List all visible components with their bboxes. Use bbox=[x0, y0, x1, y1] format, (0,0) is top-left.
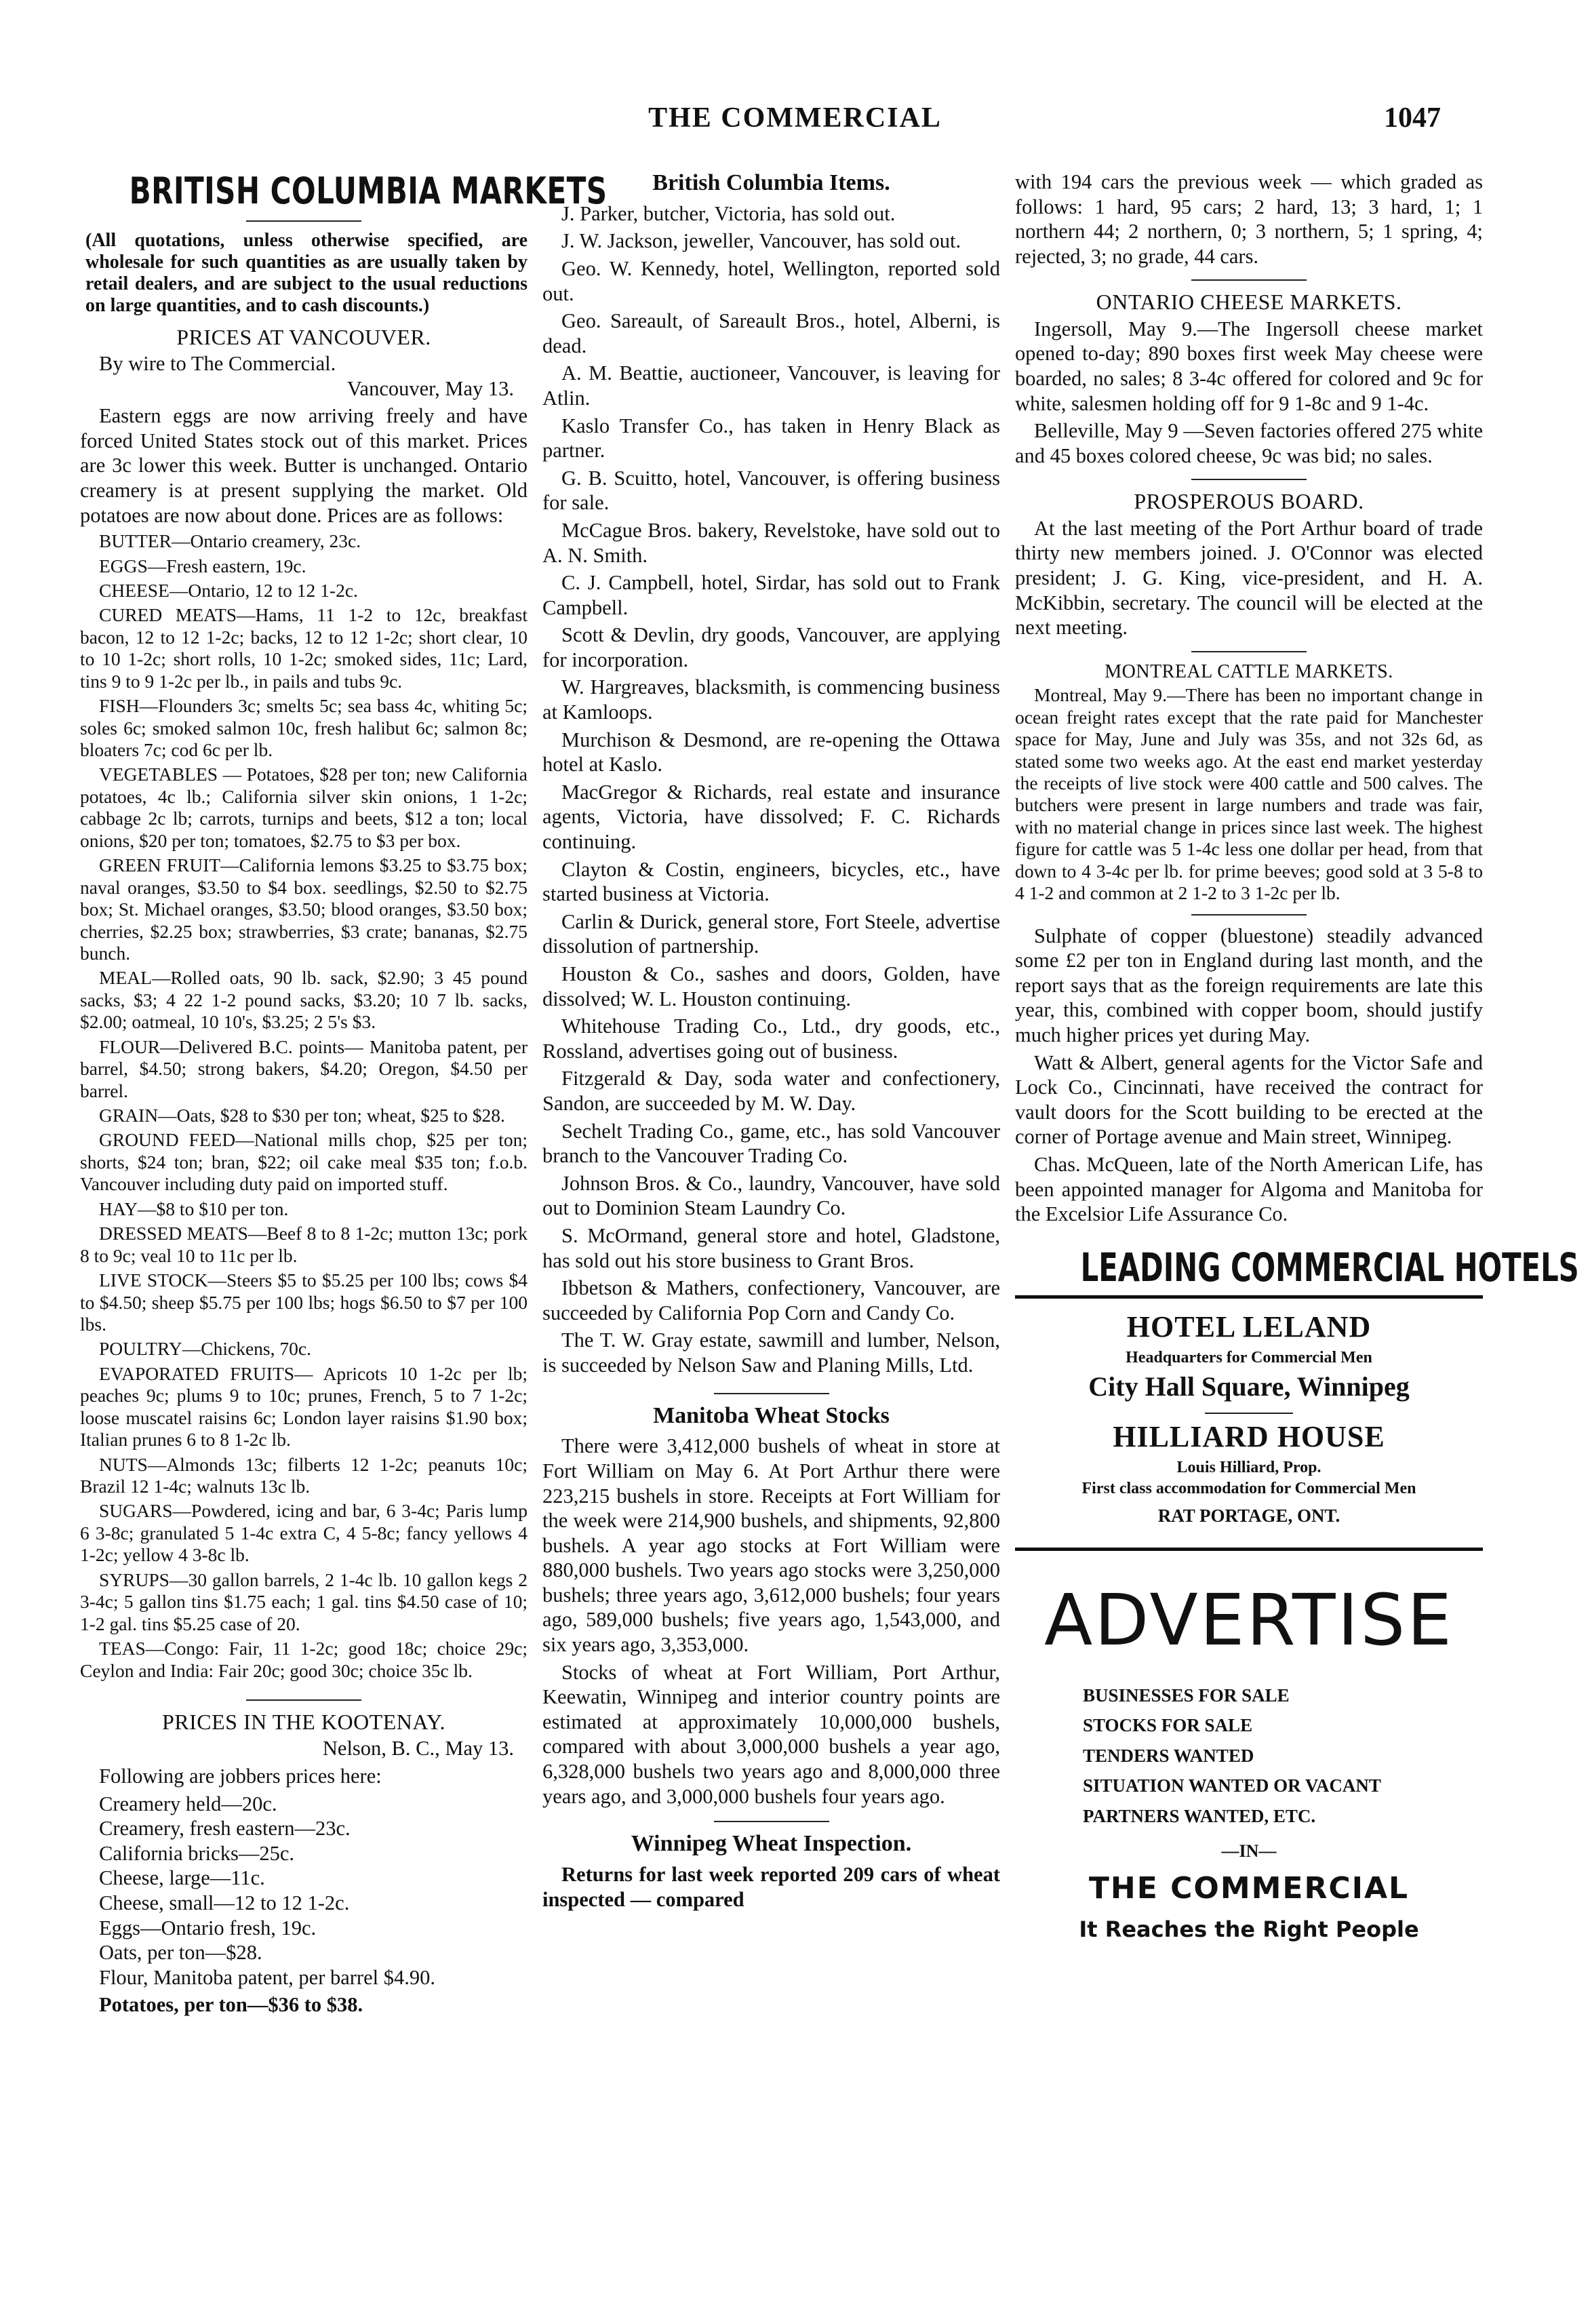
divider bbox=[246, 220, 361, 222]
kootenay-price-item: Oats, per ton—$28. bbox=[99, 1941, 262, 1965]
news-item: S. McOrmand, general store and hotel, Gladstone, has sold out his store business to Grant Bros. bbox=[542, 1223, 1000, 1272]
price-item: SUGARS—Powdered, icing and bar, 6 3-4c; Paris lump 6 3-8c; granulated 5 1-4c extra C, 4 5-8c; fancy yellows 4 1-2c; yellow 4 3-8c lb. bbox=[80, 1500, 528, 1566]
vancouver-price-list bbox=[80, 530, 528, 1682]
cattle-markets-heading: MONTREAL CATTLE MARKETS. bbox=[1105, 661, 1393, 682]
column-1 bbox=[80, 170, 608, 2020]
divider bbox=[1191, 651, 1307, 652]
news-item: C. J. Campbell, hotel, Sirdar, has sold out to Frank Campbell. bbox=[542, 571, 1000, 619]
news-item: Houston & Co., sashes and doors, Golden, have dissolved; W. L. Houston continuing. bbox=[542, 962, 1000, 1010]
kootenay-price-item: Cheese, large—11c. bbox=[99, 1866, 265, 1890]
news-item: Geo. W. Kennedy, hotel, Wellington, reported sold out. bbox=[542, 256, 1000, 305]
divider bbox=[1205, 1413, 1293, 1414]
wheat-inspection-paragraph: Returns for last week reported 209 cars of wheat inspected — compared bbox=[542, 1863, 1000, 1911]
wheat-inspection-heading: Winnipeg Wheat Inspection. bbox=[631, 1831, 912, 1857]
price-item: NUTS—Almonds 13c; filberts 12 1-2c; peanuts 10c; Brazil 12 1-4c; walnuts 13c lb. bbox=[80, 1453, 528, 1497]
price-item: LIVE STOCK—Steers $5 to $5.25 per 100 lbs; cows $4 to $4.50; sheep $5.75 per 100 lbs; hogs $6.50 to $7 per 100 lbs. bbox=[80, 1269, 528, 1335]
page-header bbox=[0, 102, 1590, 156]
news-item: Sechelt Trading Co., game, etc., has sold Vancouver branch to the Vancouver Trading Co. bbox=[542, 1119, 1000, 1168]
hotel-leland-location: City Hall Square, Winnipeg bbox=[1088, 1371, 1410, 1402]
news-item: Carlin & Durick, general store, Fort Steele, advertise dissolution of partnership. bbox=[542, 909, 1000, 958]
wheat-stocks-paragraph: There were 3,412,000 bushels of wheat in store at Fort William on May 6. At Port Arthur there were 223,215 bushels in store. Receipts at Fort William for the week were 214,900 bushels, and shipments, 92,800 bushels. A year ago stocks at Fort William were 880,000 bushels. Two years ago stocks were 3,250,000 bushels; three years ago, 3,612,000 bushels; four years ago, 589,000 bushels; five years ago, 1,543,000, and six years ago, 3,353,000. bbox=[542, 1434, 1000, 1657]
price-item: HAY—$8 to $10 per ton. bbox=[99, 1198, 289, 1219]
hotel-leland-tagline: Headquarters for Commercial Men bbox=[1126, 1349, 1372, 1367]
misc-item: Watt & Albert, general agents for the Victor Safe and Lock Co., Cincinnati, have received the contract for vault doors for the Scott building to be erected at the corner of Portage avenue and Main street, Winnipeg. bbox=[1015, 1050, 1483, 1149]
column-2 bbox=[542, 170, 1000, 1914]
kootenay-dateline: Nelson, B. C., May 13. bbox=[322, 1737, 514, 1760]
news-item: Whitehouse Trading Co., Ltd., dry goods, etc., Rossland, advertises going out of business. bbox=[542, 1015, 1000, 1063]
ad-item: PARTNERS WANTED, ETC. bbox=[1083, 1805, 1316, 1826]
ad-item: SITUATION WANTED OR VACANT bbox=[1083, 1775, 1381, 1796]
cattle-paragraph: Montreal, May 9.—There has been no important change in ocean freight rates except that the rate paid for Manchester space for May, June and July was 35s, and not 32s 6d, as stated some two weeks ago. At the east end market yesterday the receipts of live stock were 400 cattle and 500 calves. The butchers were present in large numbers and trade was fair, with no material change in prices since last week. The highest figure for cattle was 5 1-4c less one dollar per head, from that down to 4 3-4c per lb. for prime beeves; good sold at 3 5-8 to 4 1-2 and common at 2 1-2 to 3 1-2c per lb. bbox=[1015, 684, 1483, 904]
kootenay-price-item: Creamery held—20c. bbox=[99, 1792, 277, 1815]
kootenay-price-item: California bricks—25c. bbox=[99, 1841, 294, 1865]
price-item: EVAPORATED FRUITS— Apricots 10 1-2c per lb; peaches 9c; plums 9 to 10c; prunes, French, 5 to 7 1-2c; loose muscatel raisins 6c; London layer raisins $1.90 box; Italian prunes 6 to 8 1-2c lb. bbox=[80, 1362, 528, 1451]
in-label: —IN— bbox=[1221, 1841, 1277, 1862]
news-item: Kaslo Transfer Co., has taken in Henry Black as partner. bbox=[542, 414, 1000, 462]
cheese-paragraph: Belleville, May 9 —Seven factories offered 275 white and 45 boxes colored cheese, 9c was bid; no sales. bbox=[1015, 419, 1483, 467]
kootenay-intro: Following are jobbers prices here: bbox=[99, 1764, 382, 1788]
hotels-heading: LEADING COMMERCIAL HOTELS bbox=[1080, 1244, 1579, 1291]
column-3 bbox=[1015, 170, 1579, 1943]
wheat-stocks-heading: Manitoba Wheat Stocks bbox=[653, 1402, 890, 1428]
running-head: THE COMMERCIAL bbox=[648, 102, 942, 134]
thick-rule bbox=[1015, 1295, 1483, 1299]
kootenay-price-item: Cheese, small—12 to 12 1-2c. bbox=[99, 1891, 350, 1914]
kootenay-prices-heading: PRICES IN THE KOOTENAY. bbox=[161, 1709, 446, 1734]
price-item: TEAS—Congo: Fair, 11 1-2c; good 18c; choice 29c; Ceylon and India: Fair 20c; good 30c; choice 35c lb. bbox=[80, 1638, 528, 1681]
vancouver-intro: Eastern eggs are now arriving freely and have forced United States stock out of this market. Prices are 3c lower this week. Butter is unchanged. Ontario creamery is at present supplying the market. Old potatoes are now about done. Prices are as follows: bbox=[80, 404, 528, 527]
vancouver-prices-heading: PRICES AT VANCOUVER. bbox=[176, 324, 431, 349]
price-item: GRAIN—Oats, $28 to $30 per ton; wheat, $25 to $28. bbox=[99, 1105, 505, 1126]
kootenay-price-item: Potatoes, per ton—$36 to $38. bbox=[99, 1993, 363, 2017]
advertise-headline: ADVERTISE bbox=[1044, 1578, 1454, 1661]
price-item: FLOUR—Delivered B.C. points— Manitoba patent, per barrel, $4.50; strong bakers, $4.20; Oregon, $4.50 per barrel. bbox=[80, 1036, 528, 1101]
vancouver-dateline: Vancouver, May 13. bbox=[346, 376, 514, 400]
news-item: G. B. Scuitto, hotel, Vancouver, is offering business for sale. bbox=[542, 466, 1000, 515]
price-item: POULTRY—Chickens, 70c. bbox=[99, 1338, 311, 1360]
thick-rule bbox=[1015, 1548, 1483, 1551]
price-item: SYRUPS—30 gallon barrels, 2 1-4c lb. 10 gallon kegs 2 3-4c; 5 gallon tins $1.75 each; 1 gal. tins $4.50 case of 10; 1-2 gal. tins $5.25 case of 20. bbox=[80, 1569, 528, 1634]
hotel-leland-name: HOTEL LELAND bbox=[1126, 1310, 1372, 1344]
news-item: Murchison & Desmond, are re-opening the Ottawa hotel at Kaslo. bbox=[542, 728, 1000, 776]
advertise-list bbox=[1083, 1680, 1483, 1832]
news-item: Johnson Bros. & Co., laundry, Vancouver, have sold out to Dominion Steam Laundry Co. bbox=[542, 1171, 1000, 1220]
price-item: DRESSED MEATS—Beef 8 to 8 1-2c; mutton 13c; pork 8 to 9c; veal 10 to 11c per lb. bbox=[80, 1223, 528, 1266]
price-item: EGGS—Fresh eastern, 19c. bbox=[99, 555, 306, 576]
news-item: MacGregor & Richards, real estate and insurance agents, Victoria, have dissolved; F. C. Richards continuing. bbox=[542, 780, 1000, 854]
bc-markets-title: BRITISH COLUMBIA MARKETS bbox=[129, 170, 608, 212]
inspection-continued: with 194 cars the previous week — which graded as follows: 1 hard, 95 cars; 2 hard, 13; 3 hard, 1; 1 northern 44; 2 northern, 0; 3 northern, 5; 1 spring, 4; rejected, 3; no grade, 44 cars. bbox=[1015, 170, 1483, 268]
divider bbox=[714, 1821, 829, 1822]
news-item: Scott & Devlin, dry goods, Vancouver, are applying for incorporation. bbox=[542, 623, 1000, 671]
kootenay-price-item: Eggs—Ontario fresh, 19c. bbox=[99, 1916, 317, 1939]
prosperous-board-heading: PROSPEROUS BOARD. bbox=[1134, 489, 1364, 514]
page-number: 1047 bbox=[1384, 102, 1441, 134]
ad-item: TENDERS WANTED bbox=[1083, 1745, 1254, 1766]
news-item: Ibbetson & Mathers, confectionery, Vancouver, are succeeded by California Pop Corn and Candy Co. bbox=[542, 1276, 1000, 1324]
price-item: GREEN FRUIT—California lemons $3.25 to $3.75 box; naval oranges, $3.50 to $4 box. seedlings, $2.50 to $2.75 box; St. Michael oranges, $3.50; blood oranges, $3.50 box; cherries, $2.25 box; strawberries, $3 crate; bananas, $2.75 bunch. bbox=[80, 854, 528, 964]
ad-item: STOCKS FOR SALE bbox=[1083, 1715, 1253, 1736]
tagline: It Reaches the Right People bbox=[1079, 1916, 1419, 1943]
news-item: McCague Bros. bakery, Revelstoke, have sold out to A. N. Smith. bbox=[542, 518, 1000, 567]
news-item: J. Parker, butcher, Victoria, has sold out. bbox=[561, 201, 896, 225]
bc-items-heading: British Columbia Items. bbox=[652, 170, 890, 195]
cheese-markets-heading: ONTARIO CHEESE MARKETS. bbox=[1096, 290, 1402, 315]
wheat-stocks-paragraph: Stocks of wheat at Fort William, Port Arthur, Keewatin, Winnipeg and interior country points are estimated at approximately 10,000,000 bushels, compared with about 3,000,000 bushels a year ago, 6,328,000 bushels two years ago and 8,000,000 three years ago, and 3,000,000 bushels four years ago. bbox=[542, 1660, 1000, 1808]
hilliard-house-name: HILLIARD HOUSE bbox=[1113, 1419, 1385, 1453]
news-item: J. W. Jackson, jeweller, Vancouver, has sold out. bbox=[561, 229, 961, 253]
news-item: Geo. Sareault, of Sareault Bros., hotel, Alberni, is dead. bbox=[542, 309, 1000, 357]
news-item: Fitzgerald & Day, soda water and confectionery, Sandon, are succeeded by M. W. Day. bbox=[542, 1067, 1000, 1115]
cheese-paragraph: Ingersoll, May 9.—The Ingersoll cheese market opened to-day; 890 boxes first week May cheese were boarded, no sales; 8 3-4c offered for colored and 9c for white, salesmen holding off for 9 1-8c and 9 1-4c. bbox=[1015, 317, 1483, 415]
ad-item: BUSINESSES FOR SALE bbox=[1083, 1685, 1290, 1706]
by-wire-line: By wire to The Commercial. bbox=[99, 351, 336, 375]
price-item: MEAL—Rolled oats, 90 lb. sack, $2.90; 3 45 pound sacks, $3; 4 22 1-2 pound sacks, $3.20; 10 7 lb. sacks, $2.00; oatmeal, 10 10's, $3.25; 2 5's $3. bbox=[80, 967, 528, 1033]
news-item: The T. W. Gray estate, sawmill and lumber, Nelson, is succeeded by Nelson Saw and Planing Mills, Ltd. bbox=[542, 1328, 1000, 1377]
price-item: CURED MEATS—Hams, 11 1-2 to 12c, breakfast bacon, 12 to 12 1-2c; backs, 12 to 12 1-2c; short clear, 10 to 10 1-2c; short rolls, 10 1-2c; smoked sides, 11c; Lard, tins 9 to 9 1-2c per lb., in pails and tubs 9c. bbox=[80, 604, 528, 692]
misc-item: Sulphate of copper (bluestone) steadily advanced some £2 per ton in England during last month, and the report says that as the foreign requirements are late this year, this, combined with copper boom, should justify much higher prices yet during May. bbox=[1015, 924, 1483, 1047]
hilliard-house-tagline: First class accommodation for Commercial Men bbox=[1081, 1479, 1416, 1497]
price-item: GROUND FEED—National mills chop, $25 per ton; shorts, $24 ton; bran, $22; oil cake meal $35 ton; f.o.b. Vancouver including duty paid on imported stuff. bbox=[80, 1129, 528, 1195]
kootenay-price-item: Flour, Manitoba patent, per barrel $4.90. bbox=[99, 1965, 435, 1989]
news-item: Clayton & Costin, engineers, bicycles, etc., have started business at Victoria. bbox=[542, 857, 1000, 906]
hilliard-house-proprietor: Louis Hilliard, Prop. bbox=[1176, 1458, 1321, 1476]
price-item: VEGETABLES — Potatoes, $28 per ton; new California potatoes, 4c lb.; California silver skin onions, 1 1-2c; cabbage 2c lb; carrots, turnips and beets, $12 a ton; local onions, $20 per ton; tomatoes, $2.75 to $3 per box. bbox=[80, 764, 528, 851]
news-item: A. M. Beattie, auctioneer, Vancouver, is leaving for Atlin. bbox=[542, 361, 1000, 410]
divider bbox=[1191, 479, 1307, 480]
divider bbox=[1191, 914, 1307, 915]
divider bbox=[246, 1699, 361, 1701]
misc-item: Chas. McQueen, late of the North American Life, has been appointed manager for Algoma and Manitoba for the Excelsior Life Assurance Co. bbox=[1015, 1153, 1483, 1226]
price-item: CHEESE—Ontario, 12 to 12 1-2c. bbox=[99, 579, 358, 601]
price-item: BUTTER—Ontario creamery, 23c. bbox=[99, 530, 361, 552]
kootenay-price-item: Creamery, fresh eastern—23c. bbox=[99, 1817, 351, 1840]
divider bbox=[714, 1393, 829, 1394]
the-commercial-logo: THE COMMERCIAL bbox=[1088, 1871, 1410, 1906]
news-item: W. Hargreaves, blacksmith, is commencing business at Kamloops. bbox=[542, 675, 1000, 724]
divider bbox=[1191, 279, 1307, 281]
price-item: FISH—Flounders 3c; smelts 5c; sea bass 4c, whiting 5c; soles 6c; smoked salmon 10c, fresh halibut 6c; salmon 8c; bloaters 7c; cod 6c per lb. bbox=[80, 695, 528, 761]
board-paragraph: At the last meeting of the Port Arthur board of trade thirty new members joined. J. O'Connor was elected president; J. G. King, vice-president, and H. A. McKibbin, secretary. The council will be elected at the next meeting. bbox=[1015, 516, 1483, 639]
hilliard-house-location: RAT PORTAGE, ONT. bbox=[1157, 1505, 1340, 1527]
quotations-note: (All quotations, unless otherwise specified, are wholesale for such quantities as are usually taken by retail dealers, and are subject to the usual reductions on large quantities, and to cash discounts.) bbox=[85, 229, 528, 317]
